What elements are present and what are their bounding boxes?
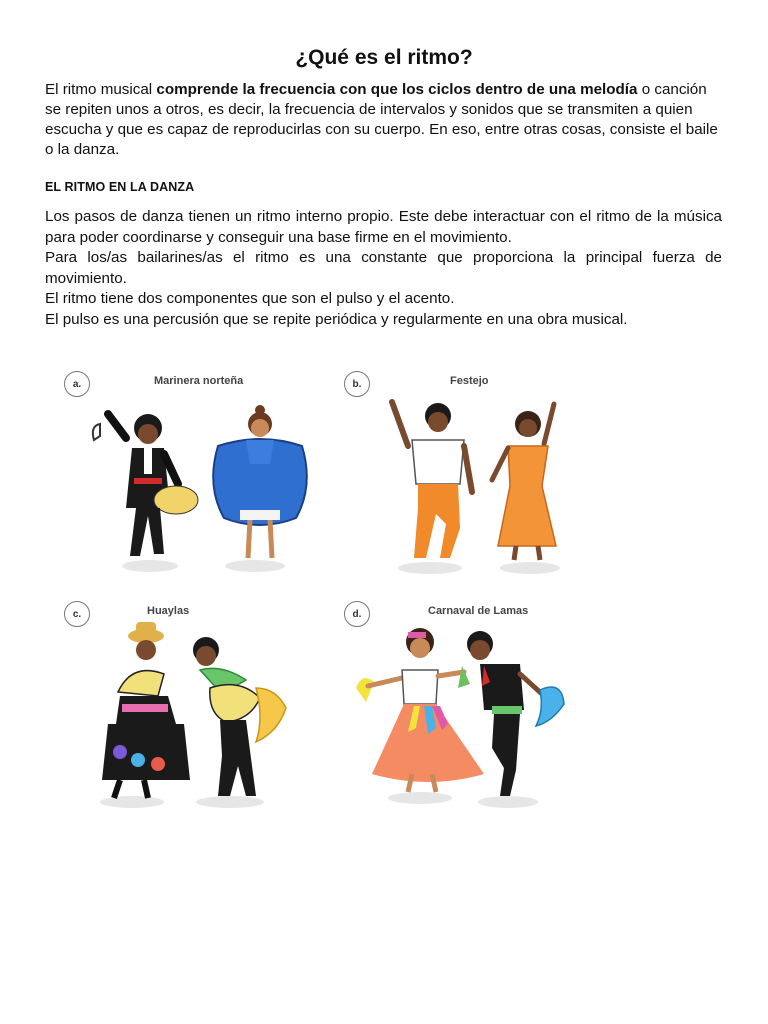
dance-letter-badge: b. — [344, 371, 370, 397]
dance-name-carnaval-de-lamas: Carnaval de Lamas — [428, 605, 529, 617]
dance-panel-marinera — [60, 362, 330, 584]
dance-letter-badge: a. — [64, 371, 90, 397]
dance-panel-huaylas — [60, 592, 330, 814]
marinera-illustration — [60, 362, 330, 584]
dance-name-huaylas: Huaylas — [147, 605, 190, 617]
dance-letter-badge: c. — [64, 601, 90, 627]
paragraph-dance-steps: Los pasos de danza tienen un ritmo interno propio. Este debe interactuar con el ritmo de la música para poder coordinarse y conseguir una base firme en el movimiento. — [45, 208, 722, 246]
paragraph-dancers: Para los/as bailarines/as el ritmo es una constante que proporciona la principal fuerza de movimiento. — [45, 249, 722, 287]
dance-letter-badge: d. — [344, 601, 370, 627]
dance-name-festejo: Festejo — [450, 375, 489, 387]
carnaval-de-lamas-illustration — [340, 592, 610, 814]
intro-text-start: El ritmo musical — [45, 81, 157, 98]
huaylas-illustration — [60, 592, 330, 814]
body-text — [45, 207, 722, 330]
festejo-illustration — [340, 362, 610, 584]
dance-name-marinera: Marinera norteña — [154, 375, 244, 387]
section-heading: EL RITMO EN LA DANZA — [45, 180, 195, 194]
dance-panel-carnaval-de-lamas — [340, 592, 610, 814]
intro-bold-text: comprende la frecuencia con que los ciclos dentro de una melodía — [156, 81, 638, 98]
page-title: ¿Qué es el ritmo? — [295, 46, 473, 69]
paragraph-pulse: El pulso es una percusión que se repite periódica y regularmente en una obra musical. — [45, 310, 628, 328]
intro-paragraph — [45, 80, 723, 160]
intro-text-end: o canción se repiten unos a otros, es decir, la frecuencia de intervalos y sonidos que se transmiten a quien escucha y que es capaz de reproducirlas con su cuerpo. En eso, entre otras cosas, consiste el baile o la danza. — [45, 81, 718, 158]
dance-panel-festejo — [340, 362, 610, 584]
paragraph-components: El ritmo tiene dos componentes que son el pulso y el acento. — [45, 290, 455, 307]
